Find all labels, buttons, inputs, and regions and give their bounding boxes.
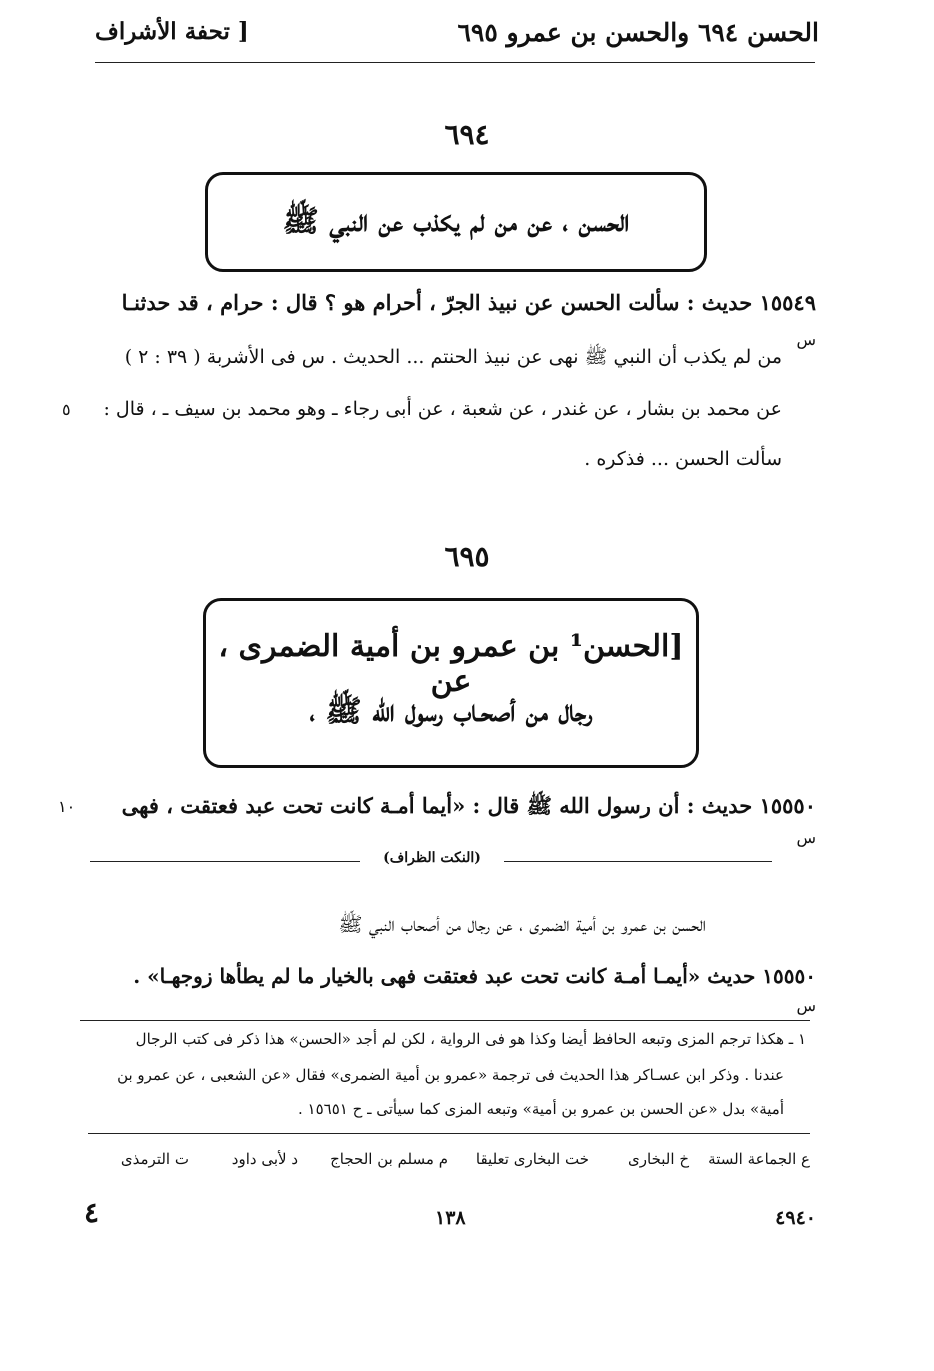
margin-line-number-5: ٥	[62, 400, 71, 419]
abbr-tirmidhi: ت الترمذى	[120, 1150, 189, 1168]
running-header-left: [ تحفة الأشراف	[95, 18, 249, 45]
title-695-line1: [الحسن¹ بن عمرو بن أمية الضمرى ، عن	[218, 629, 684, 699]
margin-sigla-2: س	[796, 828, 816, 847]
abbr-bukhari: خ البخارى	[628, 1150, 689, 1168]
nukat-label: (النكت الظراف)	[383, 850, 481, 866]
abbr-muslim: م مسلم بن الحجاج	[330, 1150, 448, 1168]
footnote-rule	[80, 1020, 810, 1021]
nukat-rule-left	[90, 861, 360, 862]
page-number: ١٣٨	[435, 1207, 466, 1229]
nukat-line1: الحسن بن عمرو بن أمية الضمرى ، عن رجال من أصحاب النبي ﷺ	[338, 912, 706, 936]
footnote-line1: ١ ـ هكذا ترجم المزى وتبعه الحافظ أيضا وكذا هو فى الرواية ، لكن لم أجد «الحسن» هذا ذكر فى كتب الرجال	[135, 1030, 806, 1048]
title-box-694	[205, 172, 707, 272]
section-number-694: ٦٩٤	[444, 118, 490, 151]
margin-sigla: س	[796, 330, 816, 349]
margin-line-number-10: ١٠	[58, 797, 76, 816]
abbreviations-rule	[88, 1133, 810, 1134]
margin-sigla-3: س	[796, 996, 816, 1015]
nukat-line2: ١٥٥٥٠ حديث «أيمـا أمـة كانت تحت عبد فعتقت فهى بالخيار ما لم يطأها زوجهـا» .	[133, 964, 816, 988]
abbr-abu-dawud: د لأبى داود	[231, 1150, 298, 1168]
hadith-15549-line3: عن محمد بن بشار ، عن غندر ، عن شعبة ، عن أبى رجاء ـ وهو محمد بن سيف ـ ، قال :	[103, 398, 782, 420]
footnote-line3: أمية» بدل «عن الحسن بن عمرو بن أمية» وتبعه المزى كما سيأتى ـ ح ١٥٦٥١ .	[298, 1100, 784, 1118]
title-box-695	[203, 598, 699, 768]
title-695-line2: رجال من أصحـاب رسول الله ﷺ ،	[309, 694, 593, 729]
title-694: الحسن ، عن من لم يكذب عن النبي ﷺ	[282, 204, 630, 239]
hadith-15549-line1: ١٥٥٤٩ حديث : سألت الحسن عن نبيذ الجرّ ، أحرام هو ؟ قال : حرام ، قد حدثنـا	[121, 290, 816, 315]
hadith-15549-line2: من لم يكذب أن النبي ﷺ نهى عن نبيذ الحنتم ... الحديث . س فى الأشربة ( ٣٩ : ٢ )	[124, 346, 782, 368]
abbr-bukhari-taliqan: خت البخارى تعليقا	[475, 1150, 589, 1168]
signature-mark: ٤	[84, 1196, 100, 1229]
header-rule	[95, 62, 815, 63]
hadith-15550-line1: ١٥٥٥٠ حديث : أن رسول الله ﷺ قال : «أيما أمـة كانت تحت عبد فعتقت ، فهى	[121, 793, 816, 818]
volume-page-number: ٤٩٤٠	[775, 1207, 816, 1229]
hadith-15549-line4: سألت الحسن ... فذكره .	[584, 448, 782, 470]
abbr-jamaa: ع الجماعة الستة	[708, 1150, 810, 1168]
footnote-line2: عندنا . وذكر ابن عسـاكر هذا الحديث فى ترجمة «عمرو بن أمية الضمرى» فقال «عن الشعبى ، عن عمرو بن	[117, 1066, 784, 1084]
nukat-rule-right	[504, 861, 772, 862]
running-header-right: الحسن ٦٩٤ والحسن بن عمرو ٦٩٥	[457, 18, 819, 47]
section-number-695: ٦٩٥	[444, 540, 490, 573]
